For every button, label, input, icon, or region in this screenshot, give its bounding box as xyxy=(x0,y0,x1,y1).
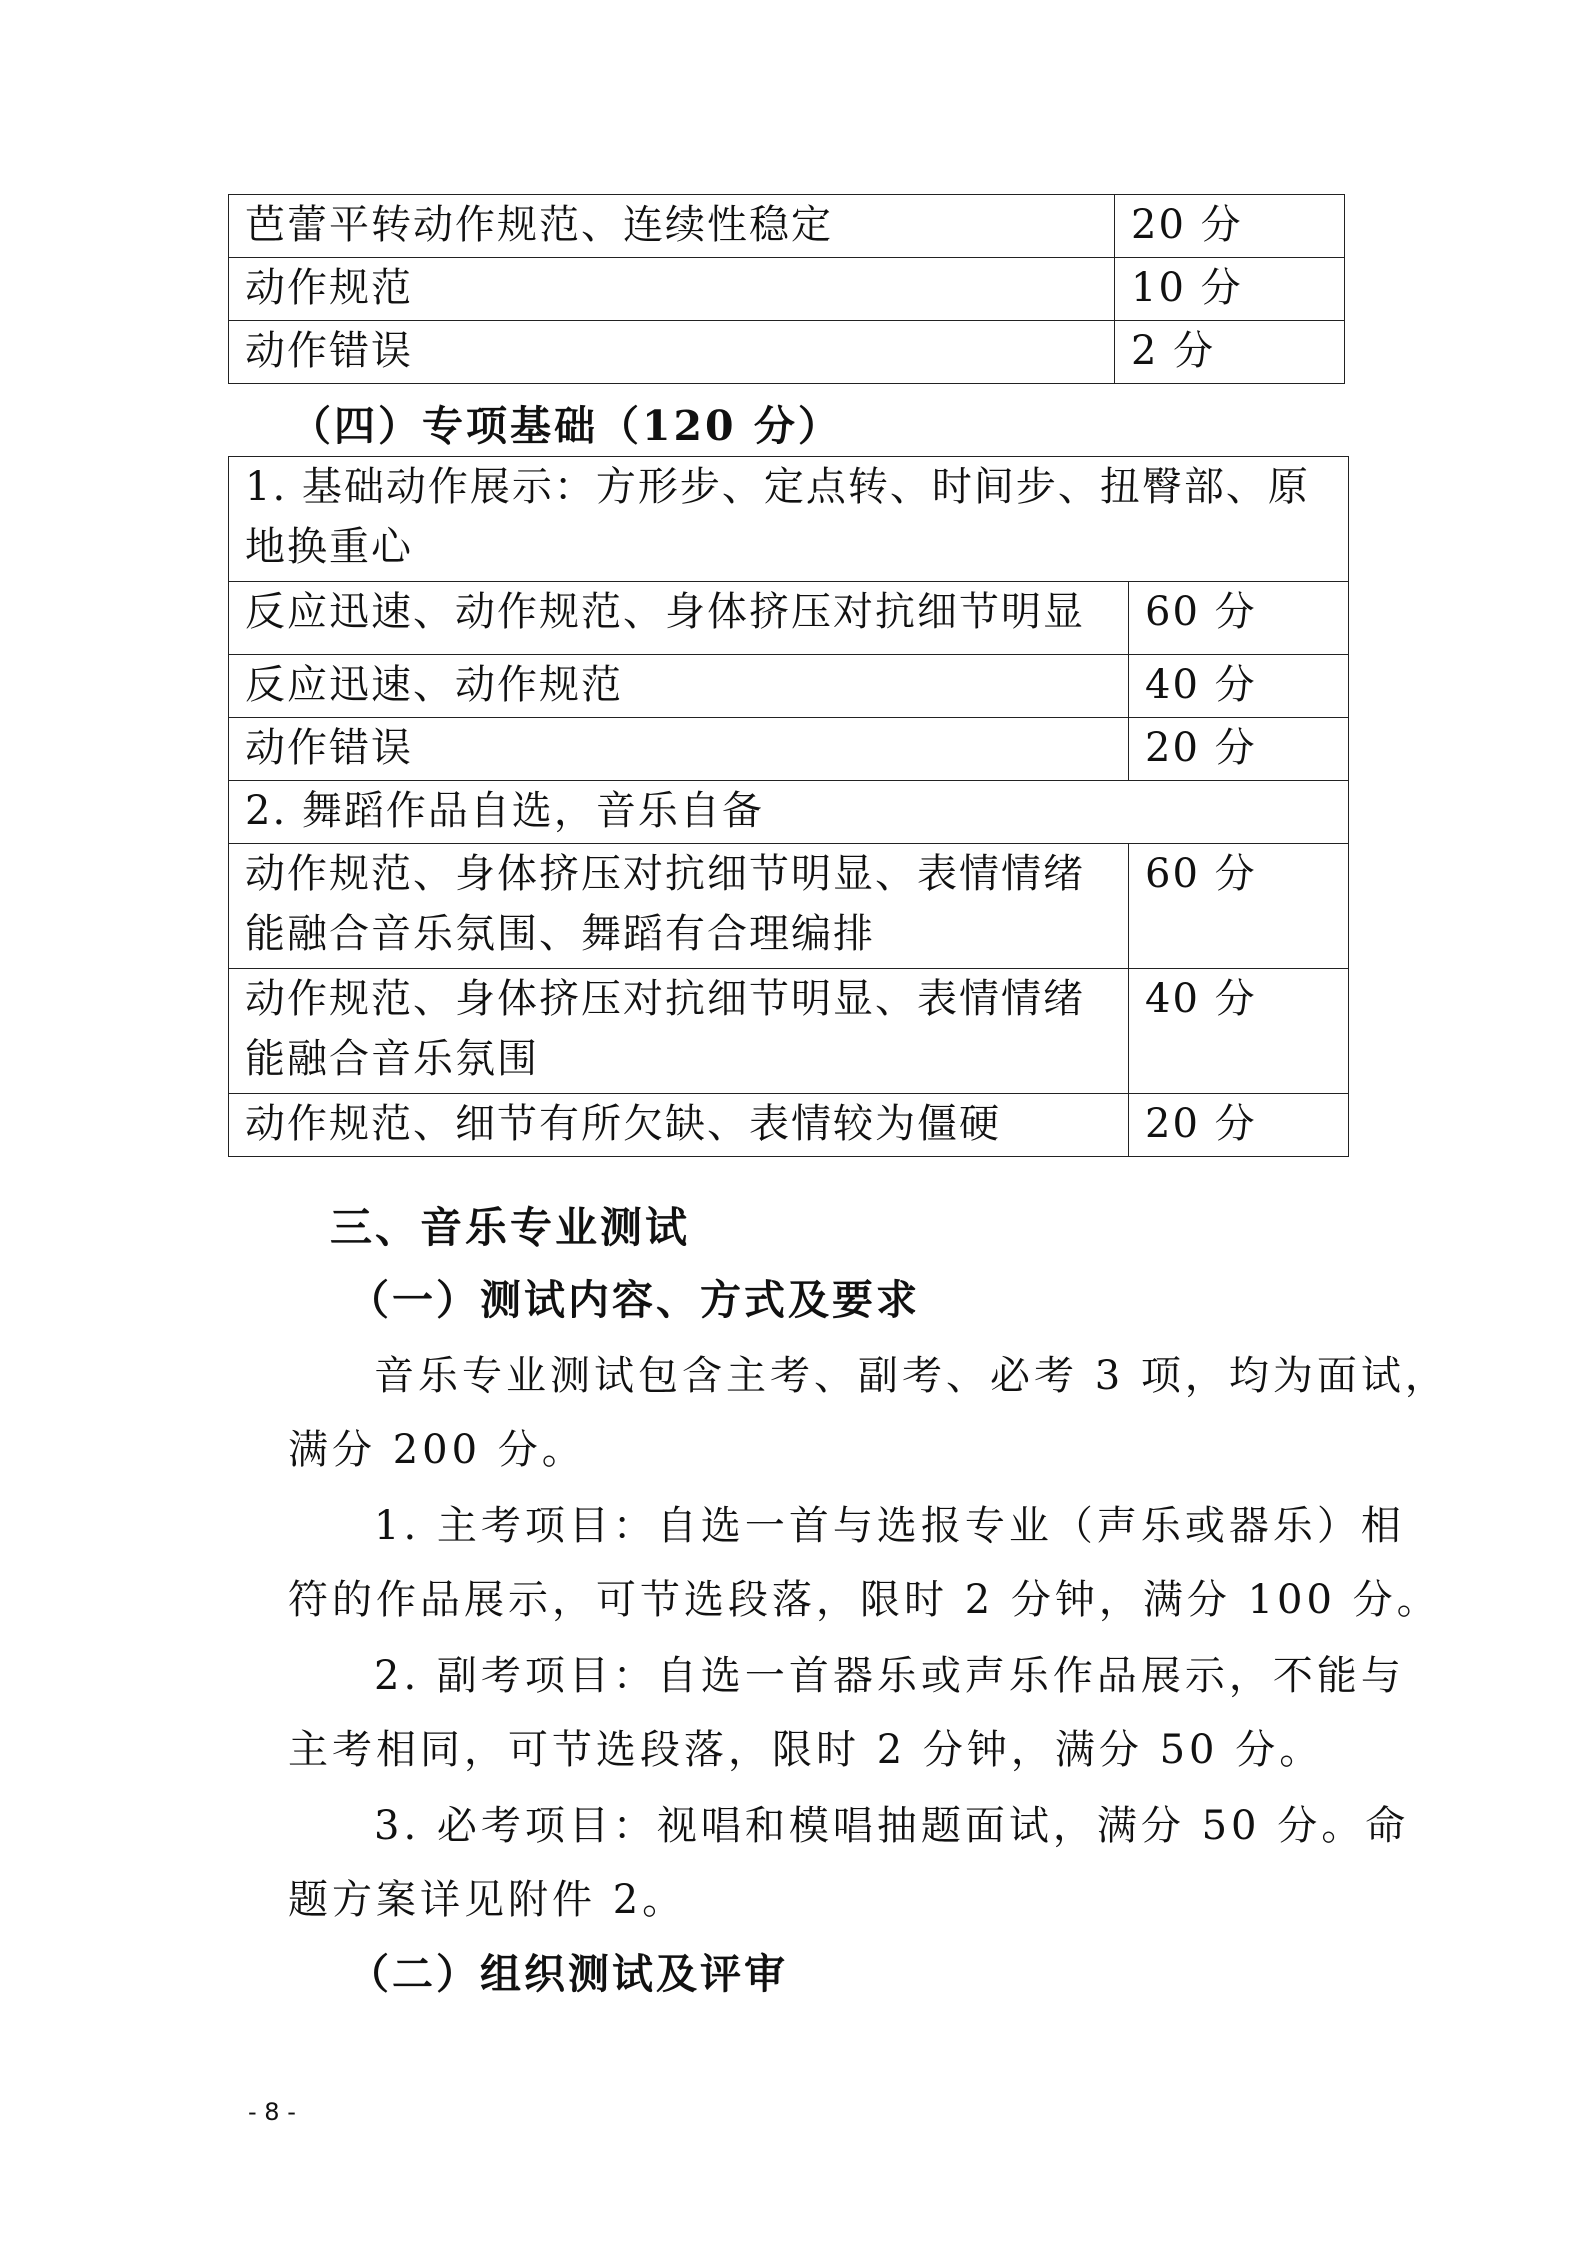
score-cell: 60 分 xyxy=(1129,582,1349,655)
score-cell: 20 分 xyxy=(1129,718,1349,781)
table-row xyxy=(229,258,1345,321)
table-row xyxy=(229,195,1345,258)
paragraph-line: 1. 主考项目：自选一首与选报专业（声乐或器乐）相 xyxy=(374,1503,1405,1549)
criteria-cell: 动作规范、细节有所欠缺、表情较为僵硬 xyxy=(229,1094,1129,1157)
section4-heading: （四）专项基础（120 分） xyxy=(290,402,842,450)
sub1-heading: （一）测试内容、方式及要求 xyxy=(348,1276,920,1324)
table-row xyxy=(229,457,1349,582)
criteria-cell: 反应迅速、动作规范、身体挤压对抗细节明显 xyxy=(229,582,1129,655)
score-table-ballet xyxy=(228,194,1345,384)
criteria-cell: 芭蕾平转动作规范、连续性稳定 xyxy=(229,195,1115,258)
table-row xyxy=(229,582,1349,655)
sub2-heading: （二）组织测试及评审 xyxy=(348,1950,788,1998)
criteria-cell: 动作错误 xyxy=(229,321,1115,384)
score-table-special-basics xyxy=(228,456,1349,1157)
criteria-cell: 反应迅速、动作规范 xyxy=(229,655,1129,718)
table-row xyxy=(229,781,1349,844)
table-row xyxy=(229,321,1345,384)
score-cell: 10 分 xyxy=(1115,258,1345,321)
item1-title-cell: 1. 基础动作展示：方形步、定点转、时间步、扭臀部、原地换重心 xyxy=(229,457,1349,582)
table-row xyxy=(229,969,1349,1094)
score-cell: 20 分 xyxy=(1115,195,1345,258)
criteria-cell: 动作错误 xyxy=(229,718,1129,781)
item2-title-cell: 2. 舞蹈作品自选，音乐自备 xyxy=(229,781,1349,844)
paragraph-line: 满分 200 分。 xyxy=(288,1427,586,1473)
table-row xyxy=(229,1094,1349,1157)
paragraph-line: 3. 必考项目：视唱和模唱抽题面试，满分 50 分。命 xyxy=(374,1803,1410,1849)
criteria-cell: 动作规范 xyxy=(229,258,1115,321)
criteria-cell: 动作规范、身体挤压对抗细节明显、表情情绪能融合音乐氛围 xyxy=(229,969,1129,1094)
score-cell: 40 分 xyxy=(1129,969,1349,1094)
score-cell: 2 分 xyxy=(1115,321,1345,384)
score-cell: 20 分 xyxy=(1129,1094,1349,1157)
paragraph-line: 题方案详见附件 2。 xyxy=(288,1877,687,1923)
score-cell: 60 分 xyxy=(1129,844,1349,969)
paragraph-line: 音乐专业测试包含主考、副考、必考 3 项，均为面试， xyxy=(374,1353,1449,1399)
score-cell: 40 分 xyxy=(1129,655,1349,718)
page-number: - 8 - xyxy=(248,2098,296,2126)
paragraph-line: 主考相同，可节选段落，限时 2 分钟，满分 50 分。 xyxy=(288,1727,1324,1773)
criteria-cell: 动作规范、身体挤压对抗细节明显、表情情绪能融合音乐氛围、舞蹈有合理编排 xyxy=(229,844,1129,969)
section3-heading: 三、音乐专业测试 xyxy=(330,1203,691,1252)
paragraph-line: 2. 副考项目：自选一首器乐或声乐作品展示，不能与 xyxy=(374,1653,1405,1699)
paragraph-line: 符的作品展示，可节选段落，限时 2 分钟，满分 100 分。 xyxy=(288,1577,1441,1623)
table-row xyxy=(229,655,1349,718)
table-row xyxy=(229,844,1349,969)
table-row xyxy=(229,718,1349,781)
